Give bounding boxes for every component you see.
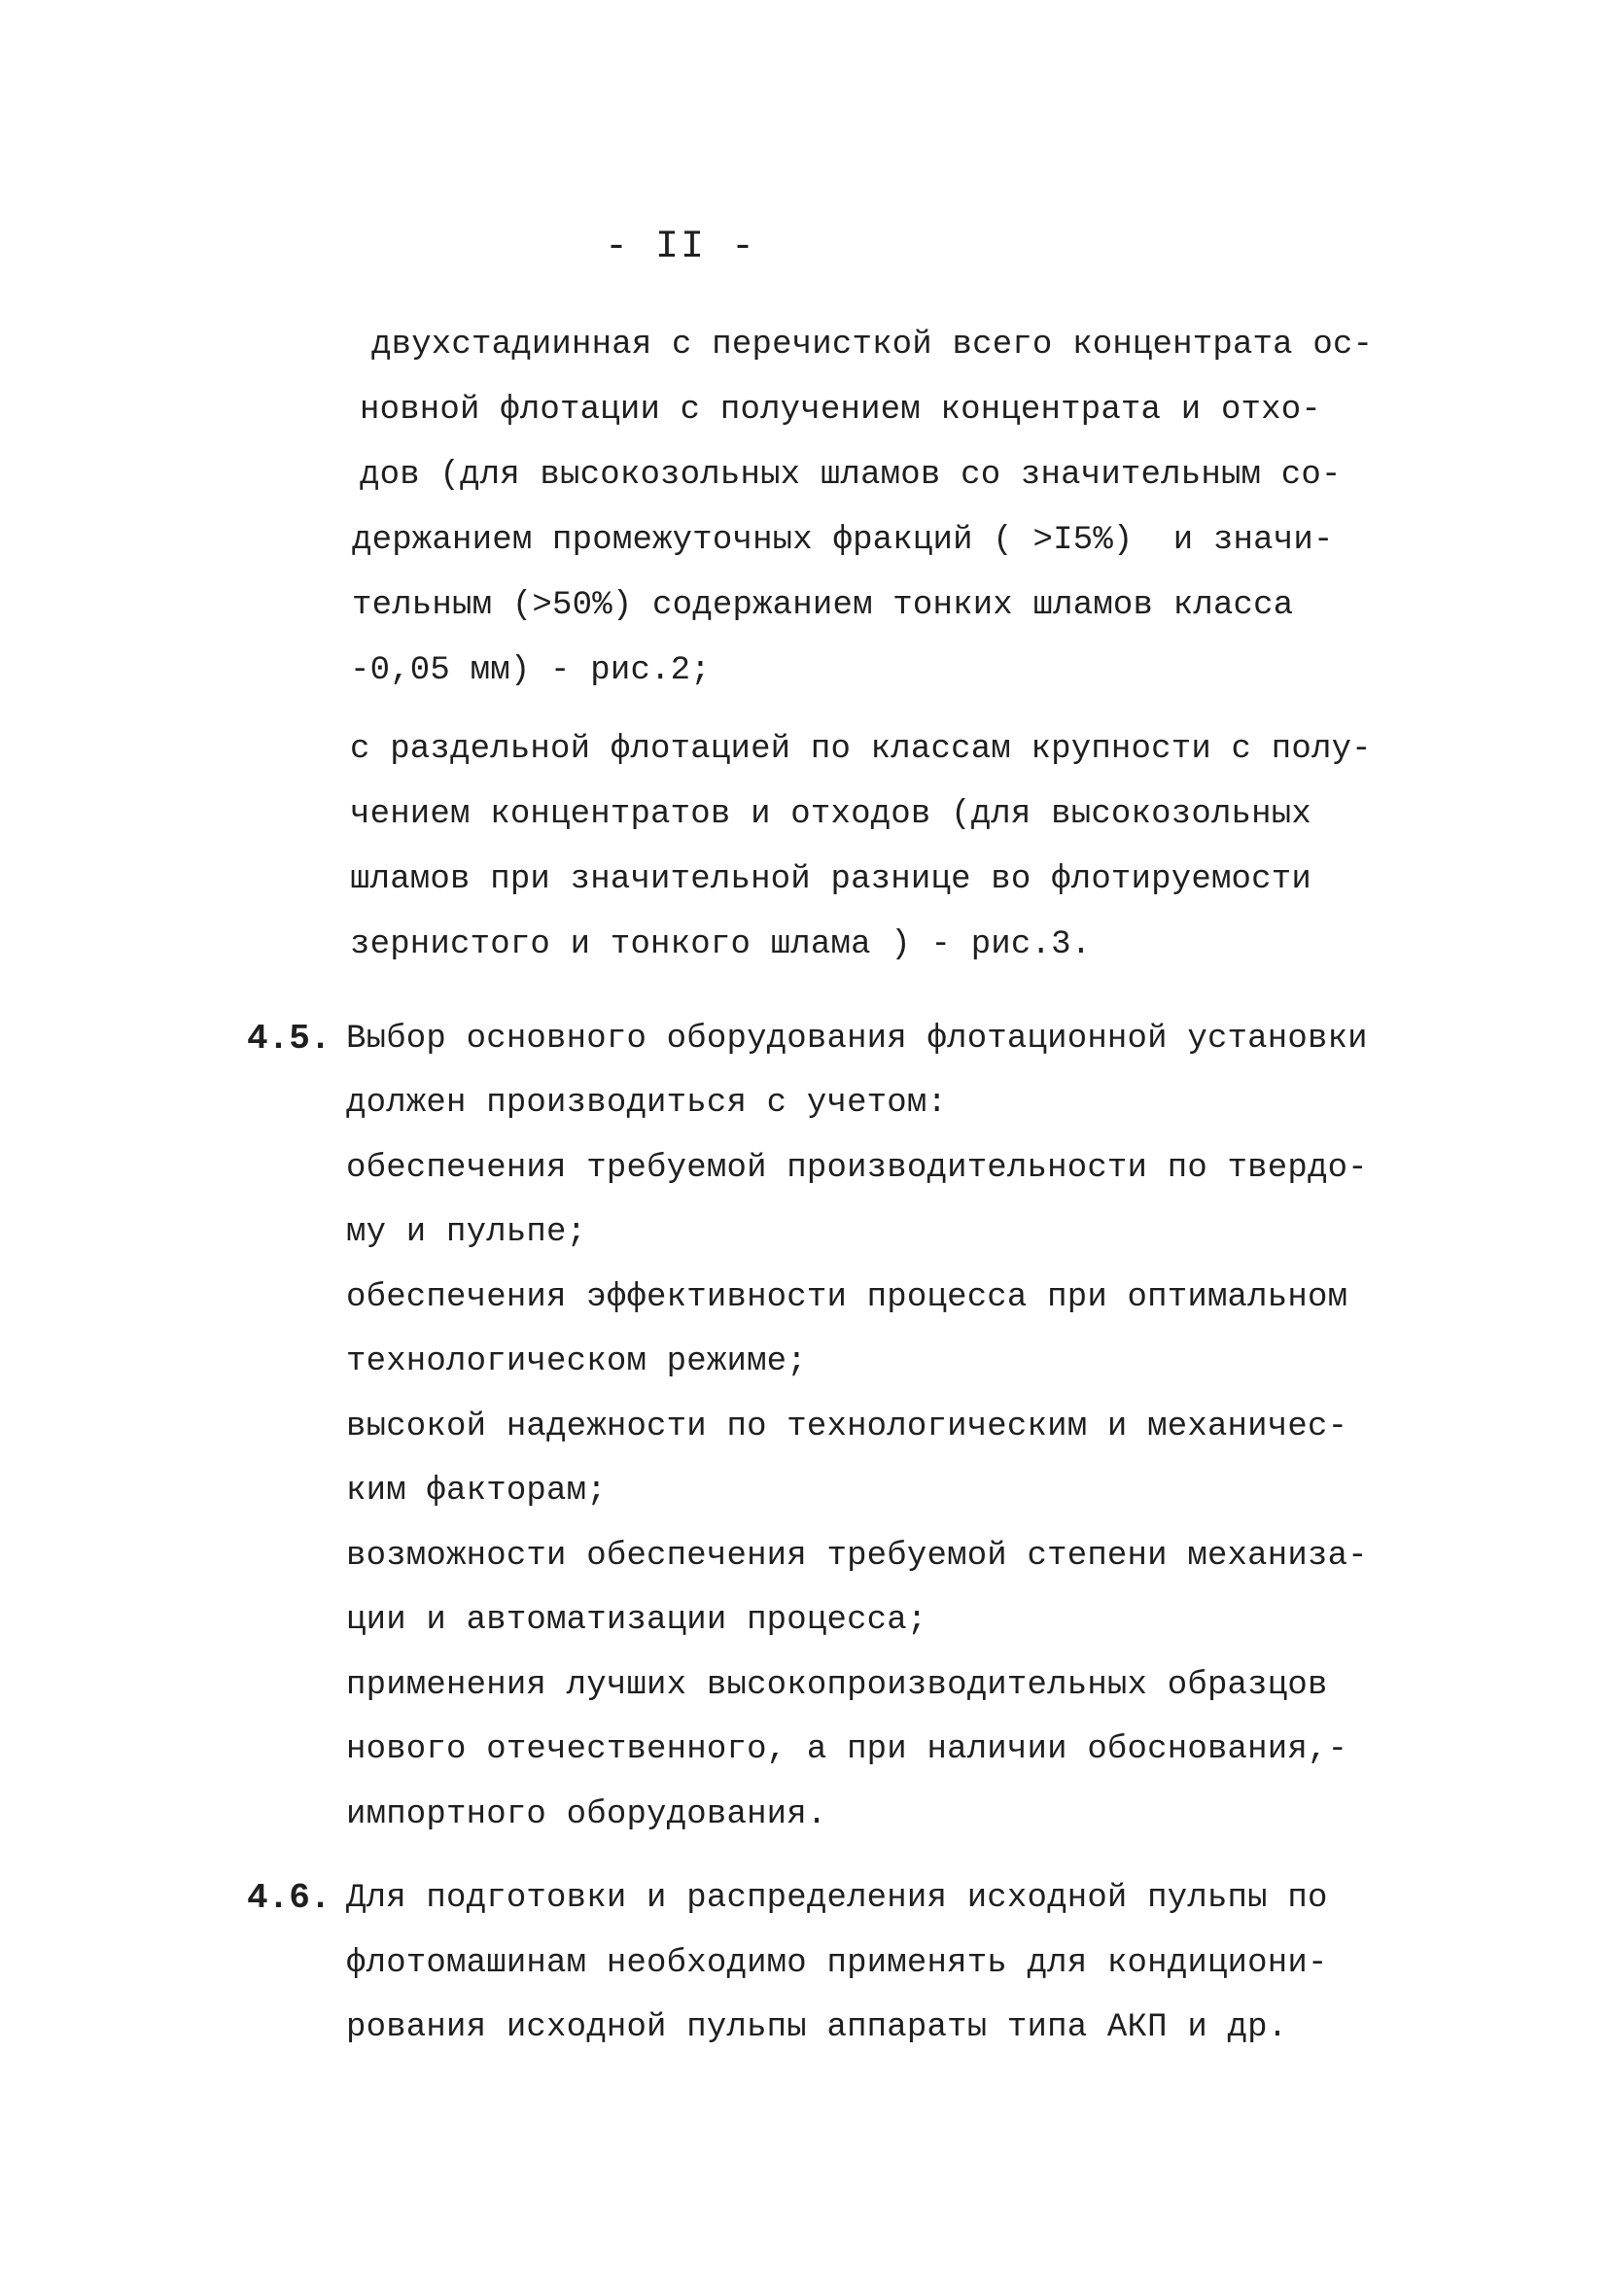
- text-line: возможности обеспечения требуемой степени механиза-: [346, 1538, 1368, 1575]
- text-line: высокой надежности по технологическим и механичес-: [346, 1409, 1348, 1445]
- text-line: ким факторам;: [346, 1473, 607, 1510]
- section-number: 4.6.: [247, 1878, 332, 1918]
- text-line: шламов при значительной разнице во флотируемости: [350, 861, 1311, 898]
- text-line: обеспечения требуемой производительности по твердо-: [346, 1150, 1368, 1187]
- text-line: применения лучших высокопроизводительных образцов: [346, 1667, 1328, 1704]
- section-number: 4.5.: [247, 1019, 332, 1059]
- text-line: двухстадиинная с перечисткой всего концентрата ос-: [371, 327, 1374, 364]
- text-line: должен производиться с учетом:: [346, 1085, 948, 1122]
- text-line: импортного оборудования.: [346, 1796, 827, 1833]
- text-line: флотомашинам необходимо применять для кондициони-: [346, 1945, 1328, 1982]
- text-line: зернистого и тонкого шлама ) - рис.3.: [350, 926, 1092, 963]
- text-line: Для подготовки и распределения исходной пульпы по: [346, 1880, 1328, 1917]
- text-line: нового отечественного, а при наличии обоснования,-: [346, 1731, 1348, 1768]
- text-line: рования исходной пульпы аппараты типа АКП и др.: [346, 2009, 1288, 2046]
- text-line: -0,05 мм) - рис.2;: [350, 652, 711, 689]
- text-line: тельным (>50%) содержанием тонких шламов класса: [352, 587, 1294, 624]
- text-line: Выбор основного оборудования флотационной установки: [346, 1021, 1368, 1058]
- text-line: с раздельной флотацией по классам крупности с полу-: [350, 731, 1372, 768]
- page-number: - II -: [604, 226, 757, 269]
- text-line: технологическом режиме;: [346, 1343, 807, 1380]
- text-line: му и пульпе;: [346, 1214, 587, 1251]
- text-line: держанием промежуточных фракций ( >I5%) и значи-: [352, 522, 1334, 559]
- text-line: чением концентратов и отходов (для высокозольных: [350, 796, 1311, 833]
- text-line: ции и автоматизации процесса;: [346, 1602, 927, 1639]
- text-line: дов (для высокозольных шламов со значительным со-: [360, 457, 1342, 494]
- text-line: обеспечения эффективности процесса при оптимальном: [346, 1279, 1348, 1316]
- text-line: новной флотации с получением концентрата и отхо-: [360, 392, 1321, 429]
